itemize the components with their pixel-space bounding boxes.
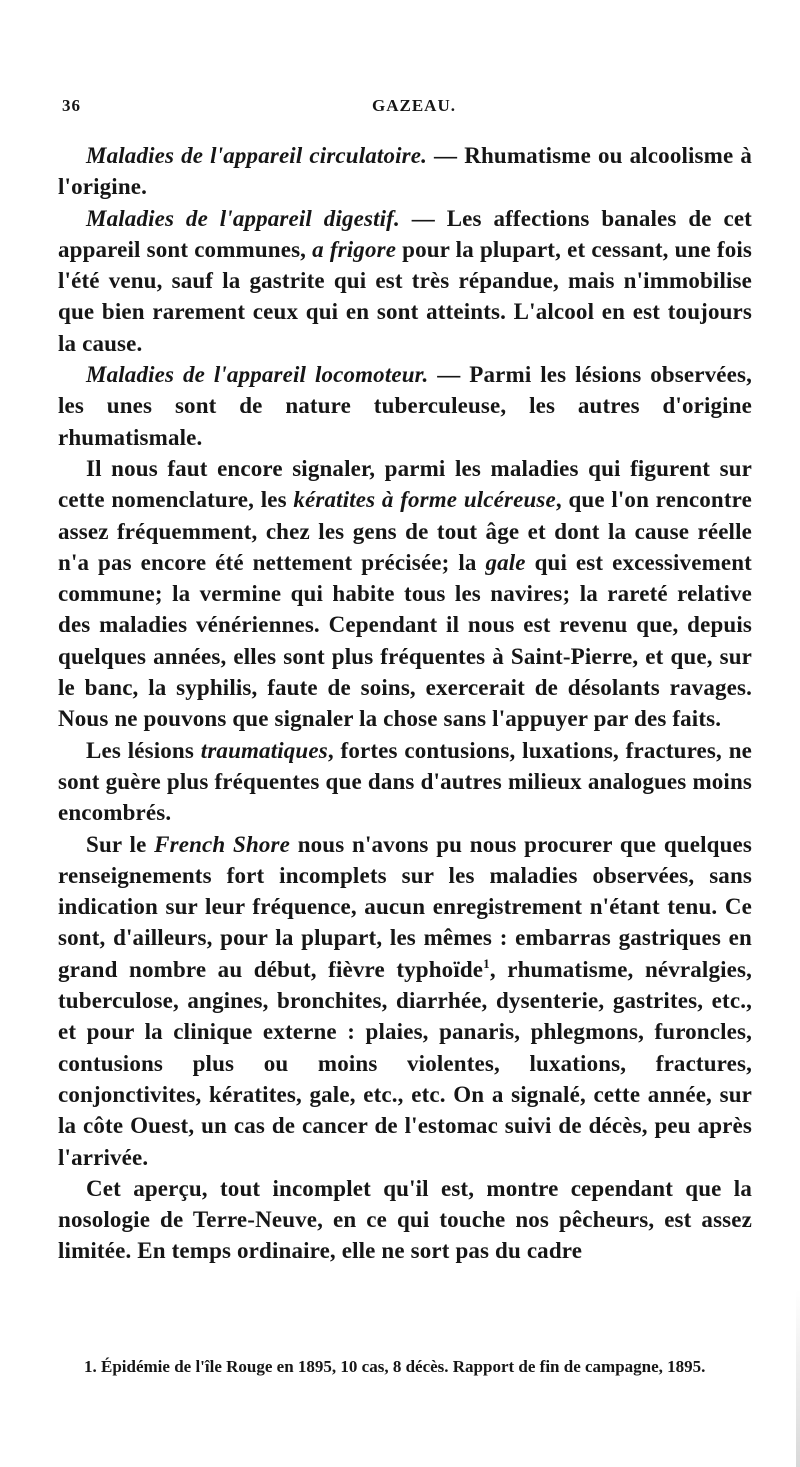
footnote-reference: 1 [483,955,490,971]
footnote [58,1353,752,1380]
paragraph-text: — Les affections banales de cet appareil sont communes, [58,205,752,262]
running-title: GAZEAU. [372,96,456,115]
paragraph-text: — Parmi les lésions observées, les unes sont de nature tuberculeuse, les autres d'origine rhumatismale. [58,362,752,450]
italic-term: a frigore [312,236,397,262]
body-text [58,140,752,1267]
paragraph-text: pour la plupart, et cessant, une fois l'été venu, sauf la gastrite qui est très répandue, mais n'immobilise que bien rarement ceux qui en sont atteints. L'alcool en est toujours la cause. [58,236,753,356]
italic-term: kératites à forme ulcéreuse [293,487,556,513]
paragraph-circulatory [58,140,752,203]
italic-term: gale [485,549,526,575]
italic-term: traumatiques [200,737,328,763]
page-header [62,96,750,120]
section-heading-circulatory: Maladies de l'appareil circulatoire. [86,143,428,168]
italic-term: French Shore [154,831,291,857]
footnote-text: 1. Épidémie de l'île Rouge en 1895, 10 cas, 8 décès. Rapport de fin de campagne, 1895. [84,1357,706,1376]
paragraph-text: Les lésions [86,737,201,763]
paragraph-text: , rhumatisme, névralgies, tuberculose, angines, bronchites, diarrhée, dysenterie, gastrites, etc., et pour la clinique externe : plaies, panaris, phlegmons, furoncles, contusions plus ou moins violentes, luxations, fractures, conjonctivites, kératites, gale, etc., etc. On a signalé, cette année, sur la côte Ouest, un cas de cancer de l'estomac suivi de décès, peu après l'arrivée. [58,956,752,1170]
paragraph-text: Il nous faut encore signaler, parmi les maladies qui figurent sur cette nomenclature, les [58,455,752,513]
paragraph-text: , fortes contusions, luxations, fractures, ne sont guère plus fréquentes que dans d'autres milieux analogues moins encombrés. [58,737,753,826]
paragraph-digestive [58,203,752,359]
scan-edge-shadow [796,1290,800,1467]
paragraph-text: nous n'avons pu nous procurer que quelques renseignements fort incomplets sur les maladies observées, sans indication sur leur fréquence, aucun enregistrement n'étant tenu. Ce sont, d'ailleurs, pour la plupart, les mêmes : embarras gastriques en grand nombre au début, fièvre typhoïde [58,831,752,982]
section-heading-locomotor: Maladies de l'appareil locomoteur. [86,362,429,388]
paragraph-locomotor [58,359,752,453]
paragraph-french-shore [58,829,752,1173]
paragraph-overview [58,1173,752,1267]
paragraph-text: Cet aperçu, tout incomplet qu'il est, montre cependant que la nosologie de Terre-Neuve, en ce qui touche nos pêcheurs, est assez limitée. En temps ordinaire, elle ne sort pas du cadre [58,1175,752,1264]
paragraph-text: , que l'on rencontre assez fréquemment, chez les gens de tout âge et dont la cause réelle n'a pas encore été nettement précisée; la [58,487,752,575]
paragraph-text: Sur le [86,831,155,857]
section-heading-digestive: Maladies de l'appareil digestif. [86,205,400,231]
paragraph-traumatic [58,735,752,829]
paragraph-text: qui est excessivement commune; la vermine qui habite tous les navires; la rareté relative des maladies vénériennes. Cependant il nous est revenu que, depuis quelques années, elles sont plus fréquentes à Saint-Pierre, et que, sur le banc, la syphilis, faute de soins, exercerait de désolants ravages. Nous ne pouvons que signaler la chose sans l'appuyer par des faits. [58,549,752,732]
page-number: 36 [62,96,81,115]
paragraph-keratitis [58,453,752,735]
paragraph-text: — Rhumatisme ou alcoolisme à l'origine. [58,143,752,200]
